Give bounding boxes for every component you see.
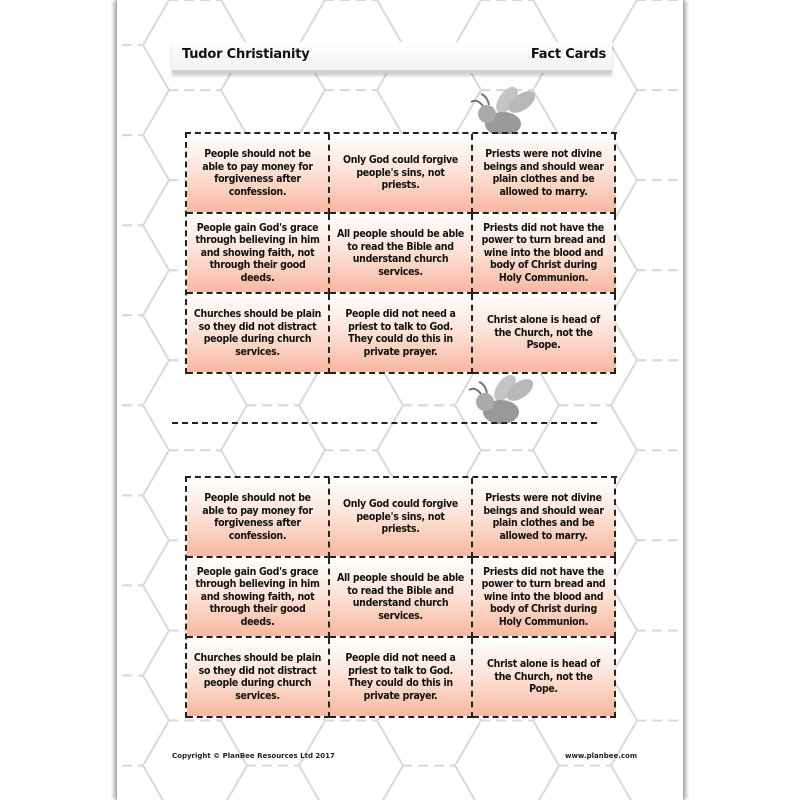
hexagon-outline [143, 721, 247, 800]
hexagon-outline [117, 0, 169, 45]
hexagon-outline [117, 45, 169, 135]
hexagon-outline [611, 270, 683, 360]
hexagon-outline [611, 631, 683, 721]
hexagon-outline [299, 721, 403, 800]
fact-card[interactable]: Christ alone is head of the Church, not the Pope. [473, 638, 616, 718]
fact-card[interactable]: Priests were not divine beings and should wear plain clothes and be allowed to marry. [473, 478, 616, 558]
hexagon-outline [611, 90, 683, 180]
cut-line [172, 422, 597, 424]
hexagon-outline [117, 225, 169, 315]
copyright-text: Copyright © PlanBee Resources Ltd 2017 [172, 752, 335, 760]
hexagon-outline [611, 180, 683, 270]
hexagon-outline [611, 540, 683, 630]
worksheet-page [117, 0, 683, 800]
bee-watermark-icon [465, 372, 545, 434]
hexagon-outline [117, 135, 169, 225]
fact-card[interactable]: People gain God's grace through believing in him and showing faith, not through their good deeds. [187, 214, 330, 294]
fact-card[interactable]: Churches should be plain so they did not distract people during church services. [187, 638, 330, 718]
fact-card[interactable]: Priests were not divine beings and should wear plain clothes and be allowed to marry. [473, 134, 616, 214]
hexagon-outline [611, 721, 683, 800]
fact-card[interactable]: People gain God's grace through believing in him and showing faith, not through their good deeds. [187, 558, 330, 638]
page-header [172, 42, 612, 73]
fact-card[interactable]: People did not need a priest to talk to God. They could do this in private prayer. [330, 294, 473, 374]
website-link[interactable]: www.planbee.com [565, 752, 638, 760]
fact-card[interactable]: People did not need a priest to talk to God. They could do this in private prayer. [330, 638, 473, 718]
fact-card[interactable]: Churches should be plain so they did not distract people during church services. [187, 294, 330, 374]
hexagon-outline [117, 405, 169, 495]
hexagon-outline [221, 0, 325, 45]
fact-card[interactable]: People should not be able to pay money for forgiveness after confession. [187, 478, 330, 558]
page-title: Tudor Christianity [182, 47, 310, 62]
fact-card[interactable]: All people should be able to read the Bible and understand church services. [330, 558, 473, 638]
hexagon-outline [117, 315, 169, 405]
fact-cards-top [185, 132, 617, 374]
fact-card[interactable]: All people should be able to read the Bible and understand church services. [330, 214, 473, 294]
hexagon-outline [611, 450, 683, 540]
hexagon-outline [117, 766, 169, 800]
page-subtitle: Fact Cards [530, 47, 606, 62]
fact-card[interactable]: Priests did not have the power to turn bread and wine into the blood and body of Christ during Holy Communion. [473, 558, 616, 638]
hexagon-outline [611, 0, 683, 90]
hexagon-outline [533, 0, 637, 45]
fact-card[interactable]: Christ alone is head of the Church, not the Psope. [473, 294, 616, 374]
fact-cards-bottom [185, 476, 617, 718]
fact-card[interactable]: Priests did not have the power to turn bread and wine into the blood and body of Christ during Holy Communion. [473, 214, 616, 294]
hexagon-outline [455, 721, 559, 800]
hexagon-outline [117, 495, 169, 585]
hexagon-outline [117, 585, 169, 675]
hexagon-outline [611, 360, 683, 450]
hexagon-outline [377, 0, 481, 45]
hexagon-outline [117, 676, 169, 766]
fact-card[interactable]: Only God could forgive people's sins, not priests. [330, 478, 473, 558]
fact-card[interactable]: Only God could forgive people's sins, not priests. [330, 134, 473, 214]
fact-card[interactable]: People should not be able to pay money for forgiveness after confession. [187, 134, 330, 214]
